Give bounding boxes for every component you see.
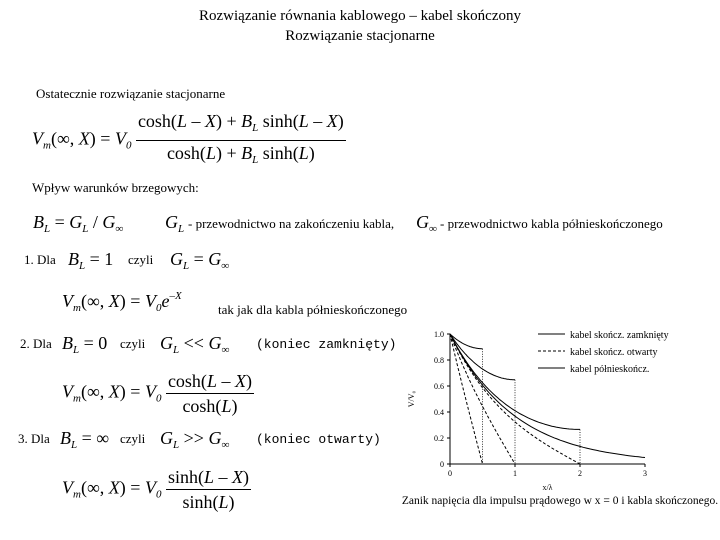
- case1-condition: $B_L = 1$: [68, 249, 114, 272]
- case1-equation: $V_m(\infty$, $X) = V_0e^{-X}$: [62, 290, 182, 314]
- y-tick-label: 0: [440, 460, 444, 469]
- case3-condition: $B_L$ = ∞: [60, 428, 110, 451]
- x-tick-label: 0: [448, 469, 452, 478]
- closed-end-label: (koniec zamknięty): [256, 337, 397, 352]
- main-equation: $V_m(\infty$, $X) = V_0$ $\frac{\cosh(L - X) + B_L \sinh(L - X)}{\cosh(L) + B_L \sinh(L)}$: [32, 111, 344, 166]
- y-axis-label: V/V₀: [407, 390, 416, 408]
- x-tick-label: 1: [513, 469, 517, 478]
- gl-description: - przewodnictwo na zakończeniu kabla,: [188, 216, 395, 231]
- decay-chart: [400, 322, 710, 494]
- bl-definition: $B_L = G_L / G_\infty$: [33, 212, 124, 235]
- y-tick-label: 1.0: [434, 330, 444, 339]
- case1-label: 1. Dla: [24, 252, 56, 267]
- page-title: Rozwiązanie równania kablowego – kabel skończony: [199, 8, 521, 24]
- y-tick-label: 0.8: [434, 356, 444, 365]
- y-tick-label: 0.4: [434, 408, 444, 417]
- legend-label: kabel półnieskończ.: [570, 364, 650, 375]
- case3-label: 3. Dla: [18, 431, 50, 446]
- case2-equation: $V_m(\infty$, $X) = V_0$ $\frac{\cosh(L - X)}{\cosh(L)}$: [62, 371, 252, 416]
- gl-symbol: $G_L$: [165, 212, 185, 235]
- case1-czyli: czyli: [128, 252, 154, 267]
- case3-czyli: czyli: [120, 431, 146, 446]
- x-tick-label: 3: [643, 469, 647, 478]
- case1-relation: $G_L = G_\infty$: [170, 249, 230, 272]
- y-tick-label: 0.6: [434, 382, 444, 391]
- case3-relation: $G_L >> G_\infty$: [160, 428, 230, 451]
- final-solution-label: Ostatecznie rozwiązanie stacjonarne: [36, 86, 226, 101]
- boundary-label: Wpływ warunków brzegowych:: [32, 180, 199, 195]
- x-tick-label: 2: [578, 469, 582, 478]
- series-line: [450, 334, 580, 464]
- semi-infinite-note: tak jak dla kabla półnieskończonego: [218, 302, 408, 317]
- y-tick-label: 0.2: [434, 434, 444, 443]
- x-axis-label: x/λ: [542, 483, 553, 492]
- ginf-description: - przewodnictwo kabla półnieskończonego: [440, 216, 663, 231]
- case2-label: 2. Dla: [20, 336, 52, 351]
- case2-relation: $G_L << G_\infty$: [160, 333, 230, 356]
- series-line: [450, 334, 483, 464]
- legend-label: kabel skończ. zamknięty: [570, 330, 669, 341]
- open-end-label: (koniec otwarty): [256, 432, 381, 447]
- page-subtitle: Rozwiązanie stacjonarne: [285, 28, 435, 44]
- case2-condition: $B_L = 0$: [62, 333, 108, 356]
- case3-equation: $V_m(\infty$, $X) = V_0$ $\frac{\sinh(L - X)}{\sinh(L)}$: [62, 467, 249, 512]
- case2-czyli: czyli: [120, 336, 146, 351]
- chart-caption: Zanik napięcia dla impulsu prądowego w x = 0 i kabla skończonego.: [401, 495, 719, 507]
- legend-label: kabel skończ. otwarty: [570, 347, 658, 358]
- ginf-symbol: $G_\infty$: [416, 212, 437, 235]
